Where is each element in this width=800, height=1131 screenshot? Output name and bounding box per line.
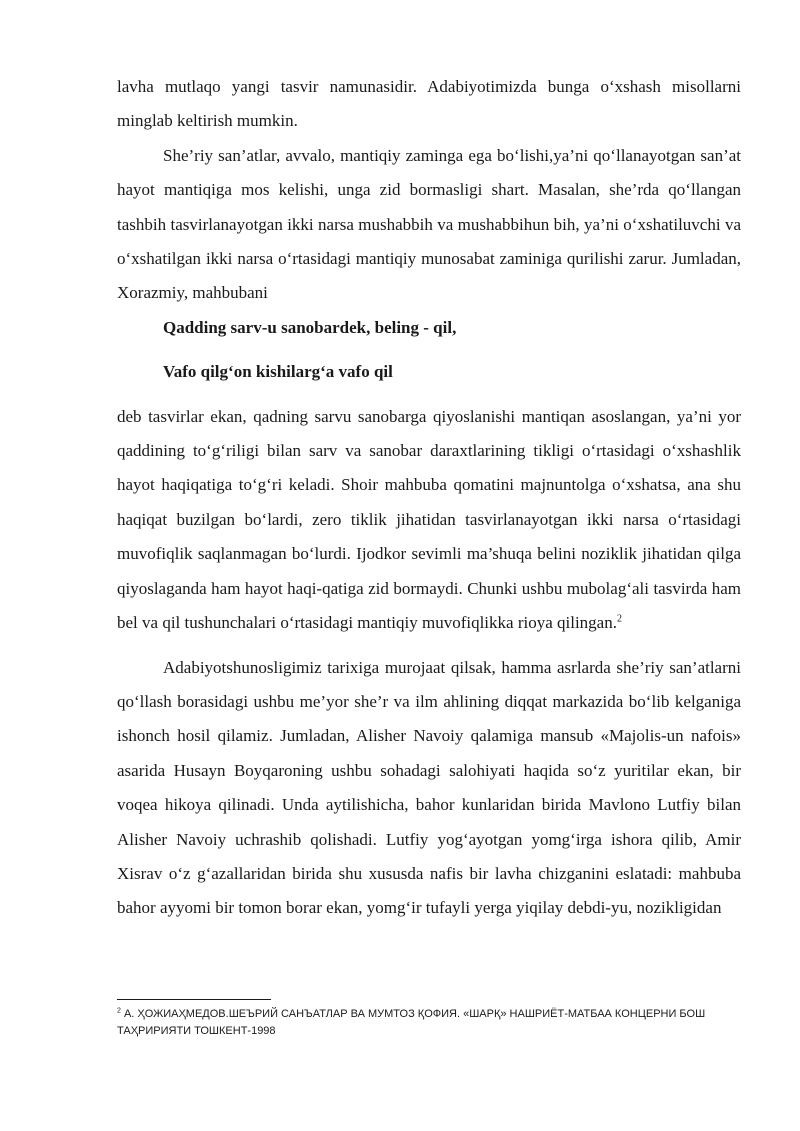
paragraph-verse-analysis <box>117 400 741 641</box>
footnote-text: А. ҲОЖИАҲМЕДОВ.ШЕЪРИЙ САНЪАТЛАР ВА МУМТОЗ ҚОФИЯ. «ШАРҚ» НАШРИЁТ-МАТБАА КОНЦЕРНИ БОШ ТАҲРИРИЯТИ ТОШКЕНТ-1998 <box>117 1008 706 1037</box>
paragraph-verse-analysis-text: deb tasvirlar ekan, qadning sarvu sanobarga qiyoslanishi mantiqan asoslangan, ya’ni yor qaddining to‘g‘riligi bilan sarv va sanobar daraxtlarining tikligi o‘rtasidagi o‘xshashlik hayot haqiqatiga to‘g‘ri keladi. Shoir mahbuba qomatini majnuntolga o‘xshatsa, ana shu haqiqat buzilgan bo‘lardi, zero tiklik jihatidan tasvirlanayotgan ikki narsa o‘rtasidagi muvofiqlik saqlanmagan bo‘lurdi. Ijodkor sevimli ma’shuqa belini noziklik jihatidan qilga qiyoslaganda ham hayot haqi-qatiga zid bormaydi. Chunki ushbu mubolag‘ali tasvirda ham bel va qil tushunchalari o‘rtasidagi mantiqiy muvofiqlikka rioya qilingan. <box>117 406 741 633</box>
paragraph-poetic-arts: She’riy san’atlar, avvalo, mantiqiy zaminga ega bo‘lishi,ya’ni qo‘llanayotgan san’at hayot mantiqiga mos kelishi, unga zid bormasligi shart. Masalan, she’rda qo‘llangan tashbih tasvirlanayotgan ikki narsa mushabbih va mushabbihun bih, ya’ni o‘xshatiluvchi va o‘xshatilgan ikki narsa o‘rtasidagi mantiqiy munosabat zaminiga qurilishi zarur. Jumladan, Xorazmiy, mahbubani <box>117 145 741 303</box>
paragraph-continuation: lavha mutlaqo yangi tasvir namunasidir. Adabiyotimizda bunga o‘xshash misollarni minglab keltirish mumkin. <box>117 77 741 131</box>
footnote-marker: 2 <box>117 1007 121 1015</box>
verse-line-1: Qadding sarv-u sanobardek, beling - qil, <box>163 317 457 337</box>
footnote <box>117 1006 741 1040</box>
footnote-reference[interactable]: 2 <box>616 613 622 625</box>
paragraph-literary-history: Adabiyotshunosligimiz tarixiga murojaat qilsak, hamma asrlarda she’riy san’atlarni qo‘llash borasidagi ushbu me’yor she’r va ilm ahlining diqqat markazida bo‘lib kelganiga ishonch hosil qilamiz. Jumladan, Alisher Navoiy qalamiga mansub «Majolis-un nafois» asarida Husayn Boyqaroning ushbu sohadagi salohiyati haqida so‘z yuritilar ekan, bir voqea hikoya qilinadi. Unda aytilishicha, bahor kunlaridan birida Mavlono Lutfiy bilan Alisher Navoiy uchrashib qolishadi. Lutfiy yog‘ayotgan yomg‘irga ishora qilib, Amir Xisrav o‘z g‘azallaridan birida shu xususda nafis bir lavha chizganini eslatadi: mahbuba bahor ayyomi bir tomon borar ekan, yomg‘ir tufayli yerga yiqilay debdi-yu, nozikligidan <box>117 657 741 918</box>
footnote-separator <box>117 999 271 1000</box>
verse-line-2: Vafo qilg‘on kishilarg‘a vafo qil <box>163 362 393 382</box>
body-text <box>117 70 741 926</box>
